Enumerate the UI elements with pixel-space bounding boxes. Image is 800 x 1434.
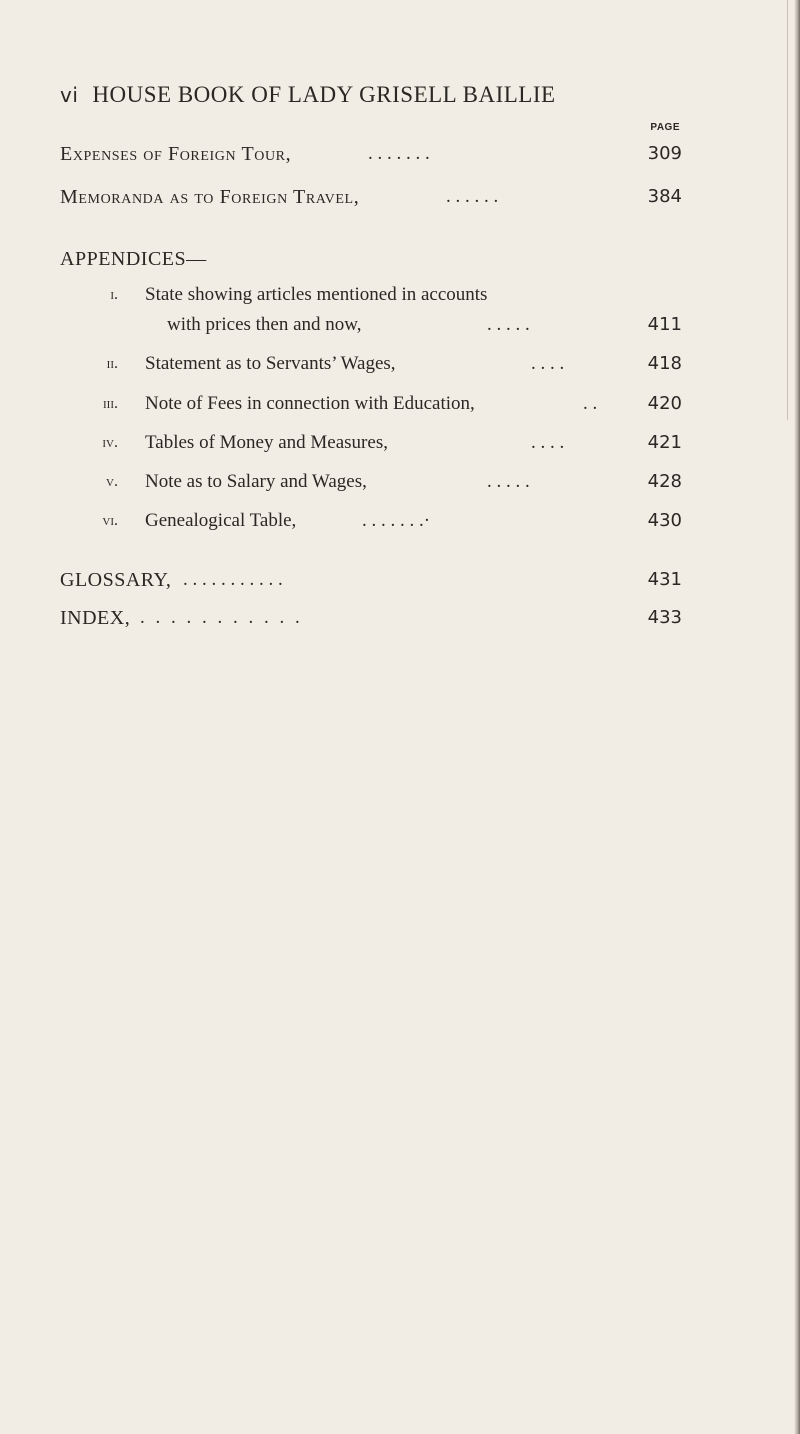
appendix-page: 421 <box>647 432 682 453</box>
page-column-label: PAGE <box>650 122 680 133</box>
appendix-label: Genealogical Table, <box>145 510 297 531</box>
toc-entry <box>0 566 800 594</box>
index-label: INDEX, <box>60 607 131 629</box>
appendix-numeral: vi. <box>102 512 118 529</box>
dot-leaders: . . . . . . . . . . . <box>183 569 283 590</box>
dot-leaders: . . . . <box>531 432 565 453</box>
toc-entry <box>0 604 800 632</box>
appendix-label: Note as to Salary and Wages, <box>145 471 367 492</box>
toc-entry <box>0 183 800 211</box>
appendix-page: 411 <box>647 314 682 335</box>
appendix-label: Note of Fees in connection with Education, <box>145 393 475 414</box>
dot-leaders: . . <box>583 393 598 414</box>
dot-leaders: . . . . . . . <box>368 143 430 164</box>
dot-leaders: . . . . <box>531 353 565 374</box>
appendix-page: 430 <box>647 510 682 531</box>
page-edge-shadow <box>794 0 800 1434</box>
glossary-page: 431 <box>647 569 682 590</box>
appendix-numeral: i. <box>110 286 118 303</box>
dot-leaders: . . . . . <box>487 471 530 492</box>
page-folio: vi <box>60 83 79 107</box>
appendix-numeral: v. <box>106 473 118 490</box>
appendix-numeral: iv. <box>102 434 118 451</box>
toc-entry-page: 309 <box>647 143 682 164</box>
appendix-entry-continuation <box>0 311 800 339</box>
appendix-entry <box>0 390 800 418</box>
appendix-entry <box>0 429 800 457</box>
toc-entry-label: Memoranda as to Foreign Travel, <box>60 186 360 208</box>
appendix-page: 420 <box>647 393 682 414</box>
dot-leaders: . . . . . . . . . . . <box>140 607 303 628</box>
appendix-label: State showing articles mentioned in accounts <box>145 284 488 305</box>
dot-leaders: . . . . . <box>487 314 530 335</box>
appendix-entry <box>0 281 800 309</box>
glossary-label: GLOSSARY, <box>60 569 172 591</box>
index-page: 433 <box>647 607 682 628</box>
appendix-page: 418 <box>647 353 682 374</box>
toc-entry-label: Expenses of Foreign Tour, <box>60 143 292 165</box>
running-header <box>60 82 710 114</box>
book-title: HOUSE BOOK OF LADY GRISELL BAILLIE <box>92 82 556 107</box>
dot-leaders: . . . . . . <box>446 186 499 207</box>
appendix-label-continuation: with prices then and now, <box>167 314 362 335</box>
appendix-entry <box>0 507 800 535</box>
toc-entry-page: 384 <box>647 186 682 207</box>
appendix-numeral: iii. <box>103 395 118 412</box>
appendix-numeral: ii. <box>106 355 118 372</box>
dot-leaders: . . . . . . .· <box>362 510 431 531</box>
toc-entry <box>0 140 800 168</box>
appendix-label: Statement as to Servants’ Wages, <box>145 353 396 374</box>
appendix-label: Tables of Money and Measures, <box>145 432 388 453</box>
appendix-entry <box>0 468 800 496</box>
appendix-page: 428 <box>647 471 682 492</box>
appendix-entry <box>0 350 800 378</box>
appendices-heading: APPENDICES— <box>60 248 207 270</box>
